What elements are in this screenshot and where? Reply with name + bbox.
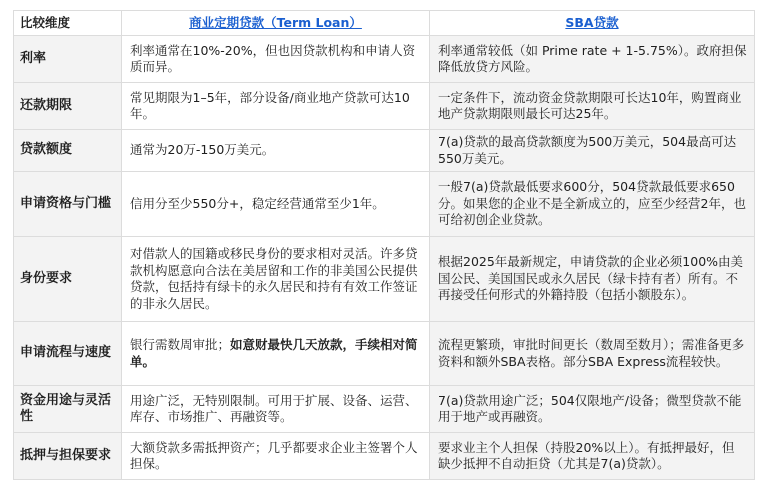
table-row-process-speed xyxy=(14,322,755,386)
table-header-row xyxy=(14,11,755,36)
term-loan-cell: 利率通常在10%-20%，但也因贷款机构和申请人资质而异。 xyxy=(122,36,430,83)
term-loan-cell: 通常为20万-150万美元。 xyxy=(122,130,430,172)
table-row-fund-usage xyxy=(14,386,755,433)
loan-comparison-table xyxy=(13,10,755,480)
term-loan-plain-text: 银行需数周审批； xyxy=(130,337,231,352)
header-dimension: 比较维度 xyxy=(14,11,122,36)
comparison-table-container xyxy=(13,10,754,480)
term-loan-cell: 大额贷款多需抵押资产；几乎都要求企业主签署个人担保。 xyxy=(122,433,430,480)
term-loan-cell: 常见期限为1–5年，部分设备/商业地产贷款可达10年。 xyxy=(122,83,430,130)
term-loan-cell: 信用分至少550分+，稳定经营通常至少1年。 xyxy=(122,172,430,237)
sba-loan-cell: 根据2025年最新规定，申请贷款的企业必须100%由美国公民、美国国民或永久居民（绿卡持有者）所有。不再接受任何形式的外籍持股（包括小额股东）。 xyxy=(430,237,755,322)
row-dimension: 还款期限 xyxy=(14,83,122,130)
sba-loan-cell: 一般7(a)贷款最低要求600分，504贷款最低要求650分。如果您的企业不是全新成立的，应至少经营2年，也可给初创企业贷款。 xyxy=(430,172,755,237)
row-dimension: 资金用途与灵活性 xyxy=(14,386,122,433)
row-dimension: 身份要求 xyxy=(14,237,122,322)
sba-loan-cell: 要求业主个人担保（持股20%以上）。有抵押最好，但缺少抵押不自动拒贷（尤其是7(a)贷款）。 xyxy=(430,433,755,480)
term-loan-cell: 用途广泛，无特别限制。可用于扩展、设备、运营、库存、市场推广、再融资等。 xyxy=(122,386,430,433)
term-loan-cell: 对借款人的国籍或移民身份的要求相对灵活。许多贷款机构愿意向合法在美居留和工作的非美国公民提供贷款，包括持有绿卡的永久居民和持有有效工作签证的非永久居民。 xyxy=(122,237,430,322)
row-dimension: 申请流程与速度 xyxy=(14,322,122,386)
sba-loan-cell: 7(a)贷款用途广泛；504仅限地产/设备；微型贷款不能用于地产或再融资。 xyxy=(430,386,755,433)
term-loan-bold-text: 如意财最快几天放款，手续相对简单。 xyxy=(130,337,418,369)
row-dimension: 贷款额度 xyxy=(14,130,122,172)
table-row-interest-rate xyxy=(14,36,755,83)
term-loan-cell xyxy=(122,322,430,386)
sba-loan-cell: 7(a)贷款的最高贷款额度为500万美元，504最高可达550万美元。 xyxy=(430,130,755,172)
table-row-eligibility xyxy=(14,172,755,237)
table-row-loan-amount xyxy=(14,130,755,172)
row-dimension: 申请资格与门槛 xyxy=(14,172,122,237)
sba-loan-cell: 流程更繁琐，审批时间更长（数周至数月）；需准备更多资料和额外SBA表格。部分SBA Express流程较快。 xyxy=(430,322,755,386)
table-row-repayment-term xyxy=(14,83,755,130)
row-dimension: 抵押与担保要求 xyxy=(14,433,122,480)
sba-loan-cell: 利率通常较低（如 Prime rate + 1-5.75%）。政府担保降低放贷方风险。 xyxy=(430,36,755,83)
row-dimension: 利率 xyxy=(14,36,122,83)
sba-loan-cell: 一定条件下，流动资金贷款期限可长达10年，购置商业地产贷款期限则最长可达25年。 xyxy=(430,83,755,130)
header-sba-loan-link[interactable]: SBA贷款 xyxy=(430,11,755,36)
table-row-collateral xyxy=(14,433,755,480)
header-term-loan-link[interactable]: 商业定期贷款（Term Loan） xyxy=(122,11,430,36)
table-row-identity xyxy=(14,237,755,322)
